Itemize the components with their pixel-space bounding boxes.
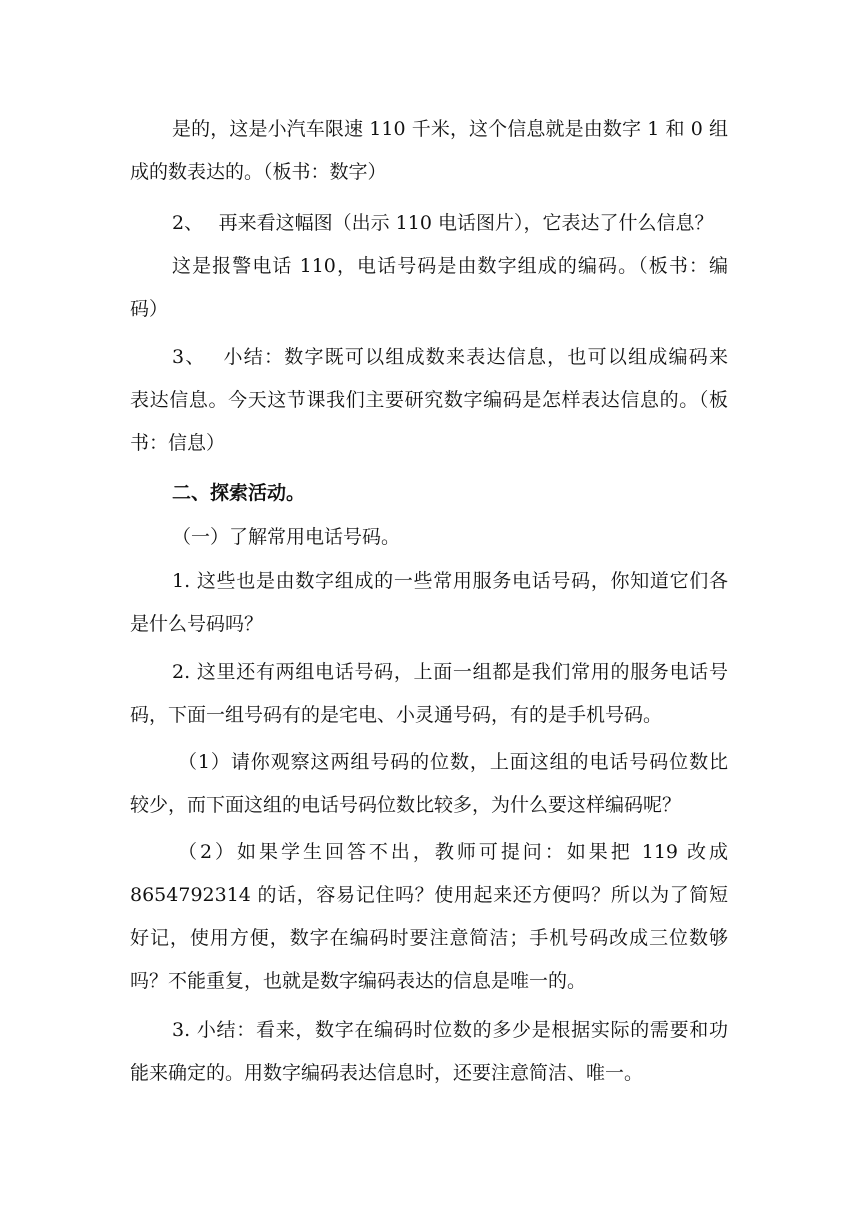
- paragraph-line: 能来确定的。用数字编码表达信息时，还要注意简洁、唯一。: [130, 1062, 644, 1084]
- paragraph-line: （1）请你观察这两组号码的位数，上面这组的电话号码位数比: [178, 751, 728, 773]
- section-heading: 二、探索活动。: [172, 482, 306, 504]
- paragraph-line: （2）如果学生回答不出，教师可提问：如果把 119 改成: [178, 841, 728, 863]
- paragraph-line: 3. 小结：看来，数字在编码时位数的多少是根据实际的需要和功: [172, 1019, 728, 1041]
- paragraph-line: 吗？不能重复，也就是数字编码表达的信息是唯一的。: [130, 970, 587, 992]
- paragraph-line: 码）: [130, 298, 169, 320]
- paragraph-line: 是什么号码吗？: [130, 613, 264, 635]
- paragraph-line: 码，下面一组号码有的是宅电、小灵通号码，有的是手机号码。: [130, 704, 663, 726]
- paragraph-line: 8654792314 的话，容易记住吗？使用起来还方便吗？所以为了简短: [130, 884, 728, 906]
- paragraph-line: 2、 再来看这幅图（出示 110 电话图片），它表达了什么信息？: [172, 212, 714, 234]
- paragraph-line: 3、 小结：数字既可以组成数来表达信息，也可以组成编码来: [172, 346, 728, 368]
- paragraph-line: 成的数表达的。（板书：数字）: [130, 161, 387, 183]
- paragraph-line: 2. 这里还有两组电话号码，上面一组都是我们常用的服务电话号: [172, 661, 728, 683]
- paragraph-line: 是的，这是小汽车限速 110 千米，这个信息就是由数字 1 和 0 组: [172, 118, 728, 140]
- paragraph-line: 较少，而下面这组的电话号码位数比较多，为什么要这样编码呢？: [130, 794, 682, 816]
- paragraph-line: 这是报警电话 110，电话号码是由数字组成的编码。（板书：编: [172, 255, 728, 277]
- paragraph-line: 1. 这些也是由数字组成的一些常用服务电话号码，你知道它们各: [172, 570, 728, 592]
- paragraph-line: 好记，使用方便，数字在编码时要注意简洁；手机号码改成三位数够: [130, 927, 728, 949]
- paragraph-line: 表达信息。今天这节课我们主要研究数字编码是怎样表达信息的。（板: [130, 389, 728, 411]
- paragraph-line: 书：信息）: [130, 432, 226, 454]
- subsection-heading: （一）了解常用电话号码。: [172, 526, 401, 548]
